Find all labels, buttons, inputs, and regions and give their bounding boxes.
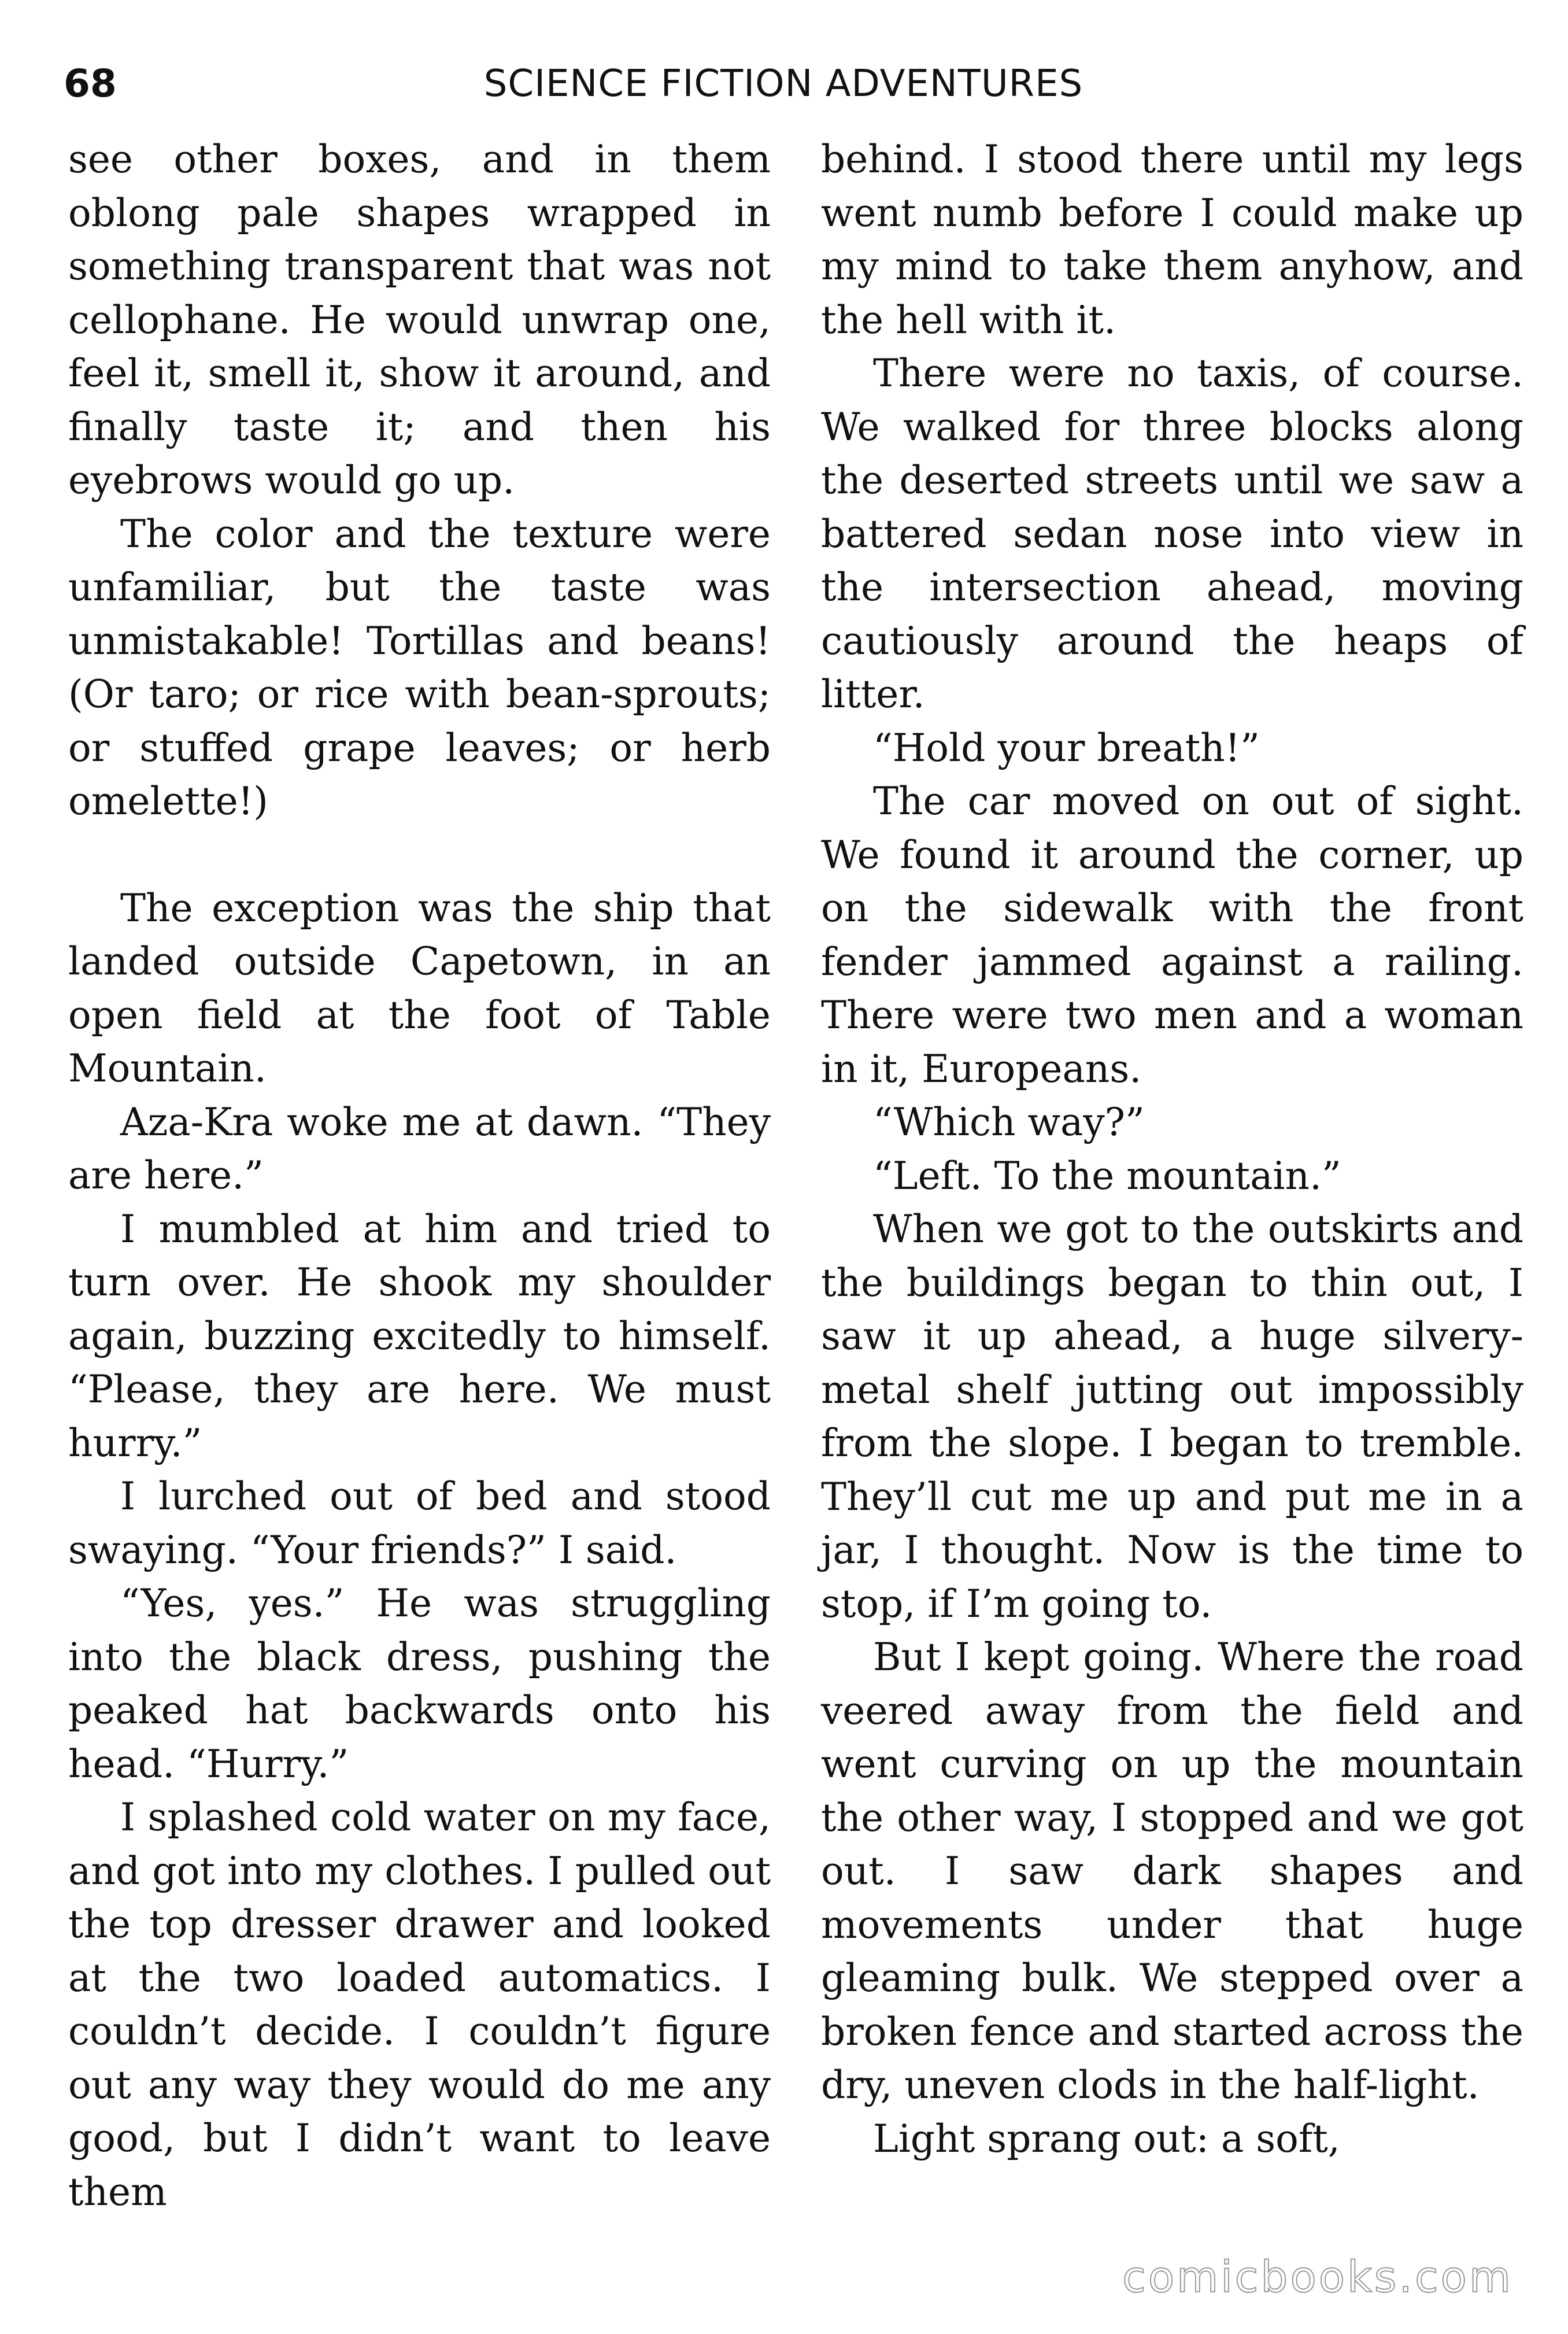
right-column <box>821 133 1523 2166</box>
paragraph: There were no taxis, of course. We walked for three blocks along the deserted streets until we saw a battered sedan nose into view in the intersection ahead, moving cautiously around the heaps of litter. <box>821 351 1523 717</box>
watermark: comicbooks.com <box>1122 2252 1513 2302</box>
paragraph: The color and the texture were unfamiliar, but the taste was unmistakable! Tortillas and beans! (Or taro; or rice with bean-sprouts; or stuffed grape leaves; or herb omelette!) <box>68 511 771 823</box>
paragraph: Light sprang out: a soft, <box>873 2116 1340 2161</box>
paragraph: But I kept going. Where the road veered away from the field and went curving on up the mountain the other way, I stopped and we got out. I saw dark shapes and movements under that huge gleaming bulk. We stepped over a broken fence and started across the dry, uneven clods in the half-light. <box>821 1635 1523 2107</box>
page-header <box>64 52 1503 116</box>
paragraph: see other boxes, and in them oblong pale shapes wrapped in something transparent that was not cellophane. He would unwrap one, feel it, smell it, show it around, and finally taste it; and then his eyebrows would go up. <box>68 137 771 503</box>
paragraph: I mumbled at him and tried to turn over. He shook my shoulder again, buzzing excitedly to himself. “Please, they are here. We must hurry.” <box>68 1206 771 1465</box>
running-head: SCIENCE FICTION ADVENTURES <box>483 62 1083 105</box>
paragraph: The exception was the ship that landed outside Capetown, in an open field at the foot of Table Mountain. <box>68 885 771 1091</box>
paragraph: Aza-Kra woke me at dawn. “They are here.” <box>68 1099 771 1198</box>
paragraph: The car moved on out of sight. We found it around the corner, up on the sidewalk with the front fender jammed against a railing. There were two men and a woman in it, Europeans. <box>821 779 1523 1091</box>
paragraph: “Left. To the mountain.” <box>873 1153 1341 1198</box>
left-column <box>68 133 771 2219</box>
paragraph: behind. I stood there until my legs went numb before I could make up my mind to take them anyhow, and the hell with it. <box>821 137 1523 342</box>
paragraph: I lurched out of bed and stood swaying. “Your friends?” I said. <box>68 1474 771 1572</box>
paragraph: When we got to the outskirts and the buildings began to thin out, I saw it up ahead, a huge silvery-metal shelf jutting out impossibly from the slope. I began to tremble. They’ll cut me up and put me in a jar, I thought. Now is the time to stop, if I’m going to. <box>821 1207 1523 1626</box>
paragraph: “Hold your breath!” <box>873 725 1260 770</box>
page-number: 68 <box>64 61 117 106</box>
paragraph: “Which way?” <box>873 1100 1145 1144</box>
paragraph: “Yes, yes.” He was struggling into the black dress, pushing the peaked hat backwards onto his head. “Hurry.” <box>68 1581 771 1786</box>
paragraph: I splashed cold water on my face, and got into my clothes. I pulled out the top dresser drawer and looked at the two loaded automatics. I couldn’t decide. I couldn’t figure out any way they would do me any good, but I didn’t want to leave them <box>68 1795 771 2214</box>
